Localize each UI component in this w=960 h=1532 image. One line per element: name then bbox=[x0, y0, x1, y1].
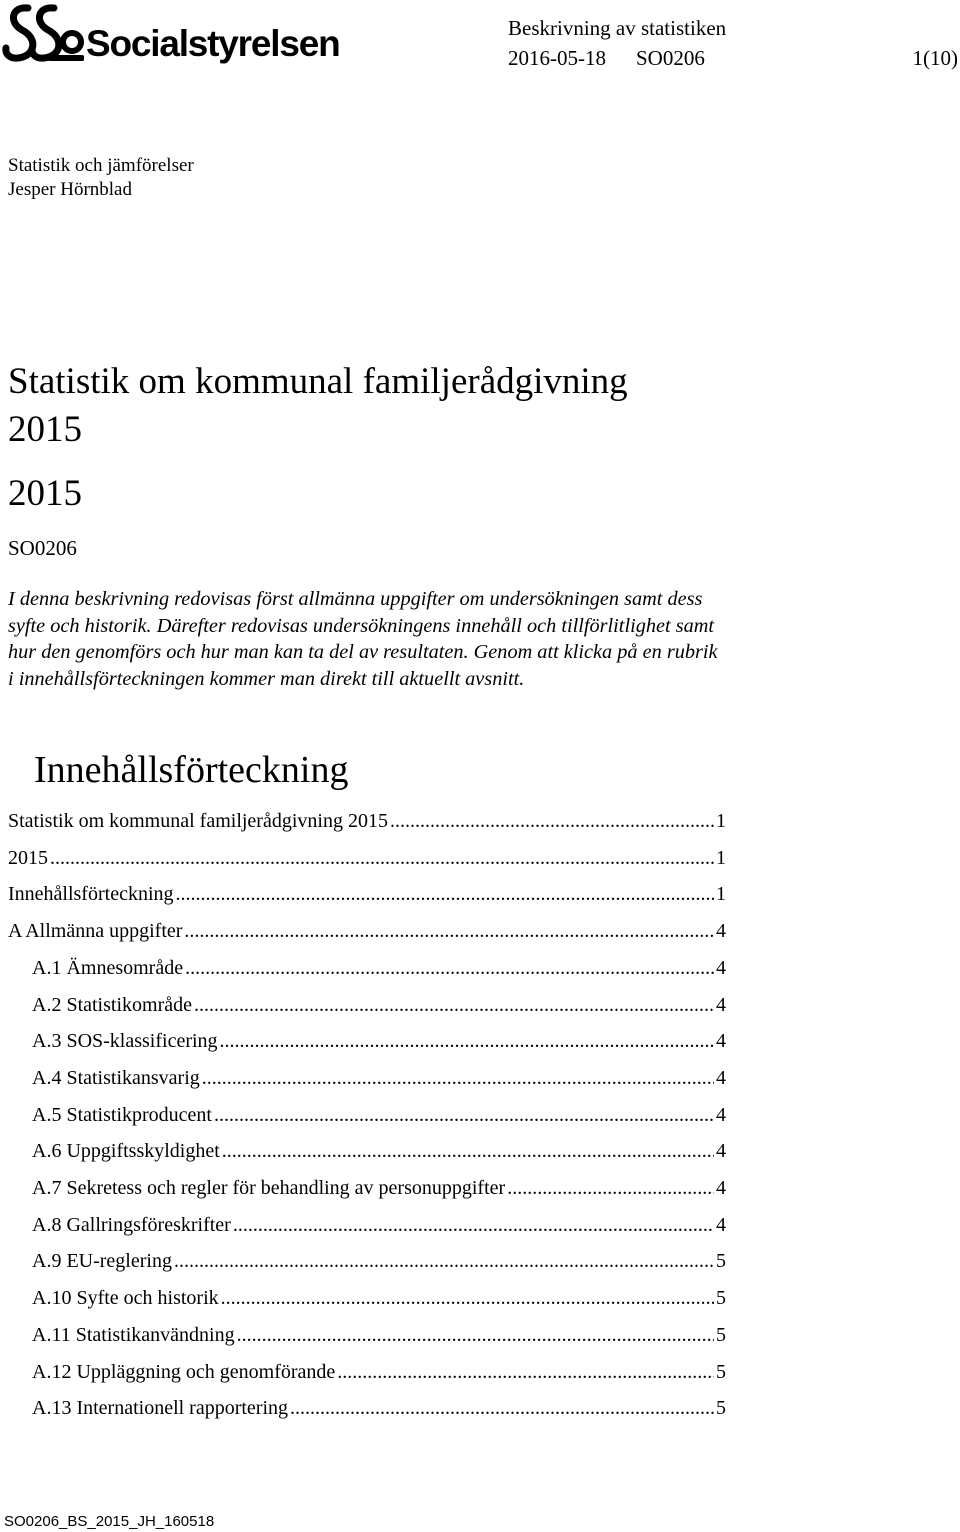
toc-entry-label: A.3 SOS-klassificering bbox=[32, 1030, 218, 1053]
toc-entry[interactable] bbox=[32, 1283, 726, 1313]
toc-entry-label: A.2 Statistikområde bbox=[32, 993, 192, 1016]
document-subtitle-year: 2015 bbox=[8, 473, 82, 514]
toc-entry-label: Statistik om kommunal familjerådgivning 2015 bbox=[8, 810, 388, 832]
toc-entry-label: A.8 Gallringsföreskrifter bbox=[32, 1213, 231, 1236]
toc-entry-page: 1 bbox=[716, 810, 726, 832]
socialstyrelsen-logo bbox=[0, 0, 350, 74]
toc-entry-label: A.4 Statistikansvarig bbox=[32, 1066, 200, 1089]
toc-entry[interactable] bbox=[8, 806, 726, 836]
toc-leader-dots bbox=[221, 1283, 714, 1313]
toc-entry-page: 4 bbox=[716, 920, 726, 943]
toc-entry-label: A.10 Syfte och historik bbox=[32, 1287, 219, 1310]
document-title: Statistik om kommunal familjerådgivning bbox=[8, 361, 628, 402]
toc-leader-dots bbox=[176, 879, 715, 909]
toc-leader-dots bbox=[185, 953, 714, 983]
toc-entry-page: 4 bbox=[716, 1213, 726, 1236]
socialstyrelsen-emblem-icon bbox=[2, 2, 84, 70]
author-name: Jesper Hörnblad bbox=[8, 179, 132, 200]
toc-leader-dots bbox=[237, 1320, 714, 1350]
intro-paragraph: I denna beskrivning redovisas först allmänna uppgifter om undersökningen samt dess syfte och historik. Därefter redovisas undersökningens innehåll och tillförlitlighet samt hur den genomförs och hur man kan ta del av resultaten. Genom att klicka på en rubrik i innehållsförteckningen kommer man direkt till aktuellt avsnitt. bbox=[8, 588, 718, 690]
author-block bbox=[8, 154, 194, 202]
toc-entry[interactable] bbox=[32, 1393, 726, 1423]
document-code: SO0206 bbox=[636, 46, 705, 70]
logo-wordmark: Socialstyrelsen bbox=[86, 23, 340, 64]
toc-entry-page: 4 bbox=[716, 1140, 726, 1163]
toc-entry-label: A.9 EU-reglering bbox=[32, 1250, 172, 1273]
toc-leader-dots bbox=[507, 1173, 714, 1203]
toc-leader-dots bbox=[202, 1063, 714, 1093]
toc-leader-dots bbox=[214, 1100, 714, 1130]
toc-entry[interactable] bbox=[8, 843, 726, 873]
toc-entry[interactable] bbox=[32, 1026, 726, 1056]
toc-leader-dots bbox=[174, 1246, 714, 1276]
page-number: 1(10) bbox=[912, 46, 958, 70]
toc-entry-page: 5 bbox=[716, 1323, 726, 1346]
statistics-code: SO0206 bbox=[8, 536, 77, 560]
toc-entry-label: 2015 bbox=[8, 846, 48, 869]
toc-entry-page: 4 bbox=[716, 1103, 726, 1126]
toc-entry-label: A.1 Ämnesområde bbox=[32, 956, 184, 979]
toc-heading: Innehållsförteckning bbox=[34, 749, 349, 791]
toc-entry[interactable] bbox=[32, 1100, 726, 1130]
toc-entry-page: 4 bbox=[716, 1066, 726, 1089]
toc-leader-dots bbox=[290, 1393, 714, 1423]
toc-entry-label: A Allmänna uppgifter bbox=[8, 920, 183, 943]
toc-leader-dots bbox=[50, 843, 714, 873]
toc-leader-dots bbox=[184, 916, 714, 946]
toc-leader-dots bbox=[194, 990, 714, 1020]
toc-leader-dots bbox=[220, 1026, 714, 1056]
toc-entry[interactable] bbox=[32, 1210, 726, 1240]
toc-entry[interactable] bbox=[32, 1357, 726, 1387]
toc-entry-page: 5 bbox=[716, 1287, 726, 1310]
toc-entry[interactable] bbox=[32, 1136, 726, 1166]
toc-entry-label: A.11 Statistikanvändning bbox=[32, 1323, 235, 1346]
author-department: Statistik och jämförelser bbox=[8, 155, 194, 176]
toc-entry-label: A.12 Uppläggning och genomförande bbox=[32, 1360, 336, 1383]
toc-entry[interactable] bbox=[8, 916, 726, 946]
toc-leader-dots bbox=[390, 806, 714, 836]
toc-entry[interactable] bbox=[32, 1320, 726, 1350]
document-type: Beskrivning av statistiken bbox=[508, 16, 727, 40]
toc-leader-dots bbox=[233, 1210, 714, 1240]
toc-entry-label: A.13 Internationell rapportering bbox=[32, 1397, 289, 1420]
toc-entry-label: Innehållsförteckning bbox=[8, 883, 174, 906]
document-title-year: 2015 bbox=[8, 409, 82, 450]
toc-entry-page: 4 bbox=[716, 1030, 726, 1053]
document-date: 2016-05-18 bbox=[508, 46, 606, 70]
footer-document-id: SO0206_BS_2015_JH_160518 bbox=[4, 1513, 215, 1530]
toc-entry-page: 4 bbox=[716, 956, 726, 979]
toc-entry-label: A.6 Uppgiftsskyldighet bbox=[32, 1140, 220, 1163]
toc-entry[interactable] bbox=[32, 990, 726, 1020]
toc-entry-page: 5 bbox=[716, 1250, 726, 1273]
toc-leader-dots bbox=[337, 1357, 714, 1387]
toc-entry-page: 5 bbox=[716, 1360, 726, 1383]
toc-entry-page: 4 bbox=[716, 993, 726, 1016]
toc-entry-page: 1 bbox=[716, 846, 726, 869]
toc-entry[interactable] bbox=[8, 879, 726, 909]
toc-entry-label: A.7 Sekretess och regler för behandling av personuppgifter bbox=[32, 1177, 506, 1199]
toc-entry[interactable] bbox=[32, 1246, 726, 1276]
toc-entry-label: A.5 Statistikproducent bbox=[32, 1103, 212, 1126]
toc-entry[interactable] bbox=[32, 1173, 726, 1203]
toc-entry[interactable] bbox=[32, 953, 726, 983]
toc-leader-dots bbox=[222, 1136, 714, 1166]
toc-entry-page: 5 bbox=[716, 1397, 726, 1420]
toc-entry-page: 4 bbox=[716, 1177, 726, 1199]
toc-entry-page: 1 bbox=[716, 883, 726, 906]
toc-entry[interactable] bbox=[32, 1063, 726, 1093]
